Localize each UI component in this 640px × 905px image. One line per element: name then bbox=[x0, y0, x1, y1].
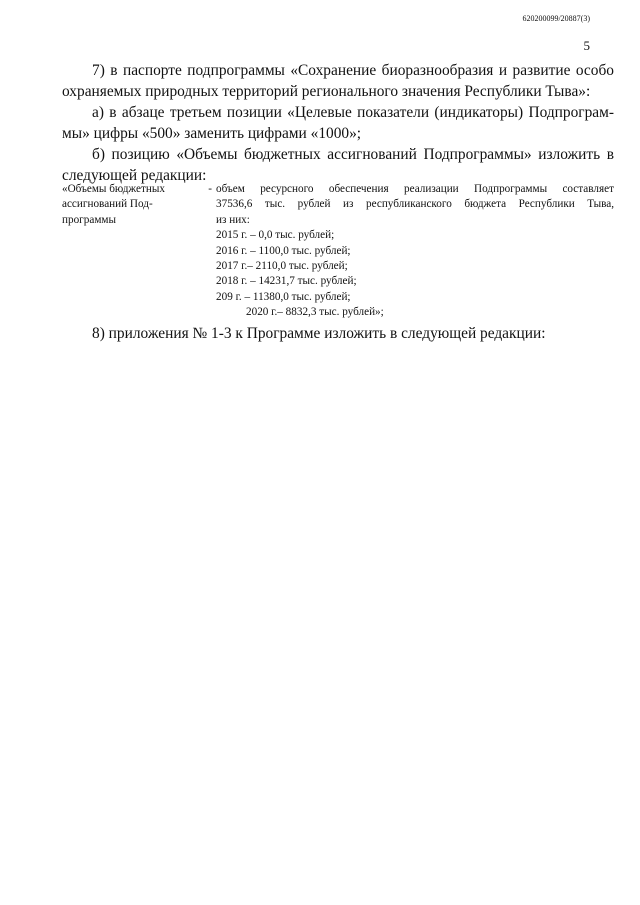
document-body bbox=[62, 60, 614, 186]
year-amount-2019: 209 г. – 11380,0 тыс. рублей; bbox=[216, 290, 351, 303]
paragraph-item-a-line-1: а) в абзаце третьем позиции «Целевые показатели (индикаторы) Подпрограм- bbox=[92, 104, 614, 121]
paragraph-item-8 bbox=[62, 323, 614, 344]
value-line: 37536,6 тыс. рублей из республиканского бюджета Республики Тыва, bbox=[216, 198, 614, 211]
paragraph-item-7-line-1: 7) в паспорте подпрограммы «Сохранение биоразнообразия и развитие особо bbox=[92, 62, 614, 79]
paragraph-item-7-line-2: охраняемых природных территорий регионального значения Республики Тыва»: bbox=[62, 83, 591, 100]
year-amount-2020: 2020 г.– 8832,3 тыс. рублей»; bbox=[246, 306, 384, 319]
paragraph-item-b-line-1: б) позицию «Объемы бюджетных ассигнований Подпрограммы» изложить в bbox=[92, 146, 614, 163]
paragraph-item-b-line-2: следующей редакции: bbox=[62, 167, 207, 184]
position-name-line: ассигнований Под- bbox=[62, 198, 153, 211]
value-line: объем ресурсного обеспечения реализации Подпрограммы составляет bbox=[216, 183, 614, 195]
budget-allocation-table bbox=[62, 182, 614, 321]
year-amount-2018: 2018 г. – 14231,7 тыс. рублей; bbox=[216, 275, 357, 288]
year-amount-2017: 2017 г.– 2110,0 тыс. рублей; bbox=[216, 260, 348, 273]
separator-dash: - bbox=[208, 183, 212, 195]
position-name-line: - «Объемы бюджетных bbox=[62, 182, 212, 197]
paragraph-item-8-text: 8) приложения № 1-3 к Программе изложить в следующей редакции: bbox=[92, 325, 546, 342]
value-line: из них: bbox=[216, 213, 250, 226]
position-name-line: программы bbox=[62, 213, 116, 226]
year-amount-2016: 2016 г. – 1100,0 тыс. рублей; bbox=[216, 244, 351, 257]
page-number: 5 bbox=[583, 38, 590, 53]
position-value-cell bbox=[216, 182, 614, 321]
paragraph-item-a-line-2: мы» цифры «500» заменить цифрами «1000»; bbox=[62, 125, 362, 142]
year-amount-2015: 2015 г. – 0,0 тыс. рублей; bbox=[216, 229, 335, 242]
position-name-cell bbox=[62, 182, 216, 321]
document-code: 620200099/20887(3) bbox=[522, 14, 590, 23]
